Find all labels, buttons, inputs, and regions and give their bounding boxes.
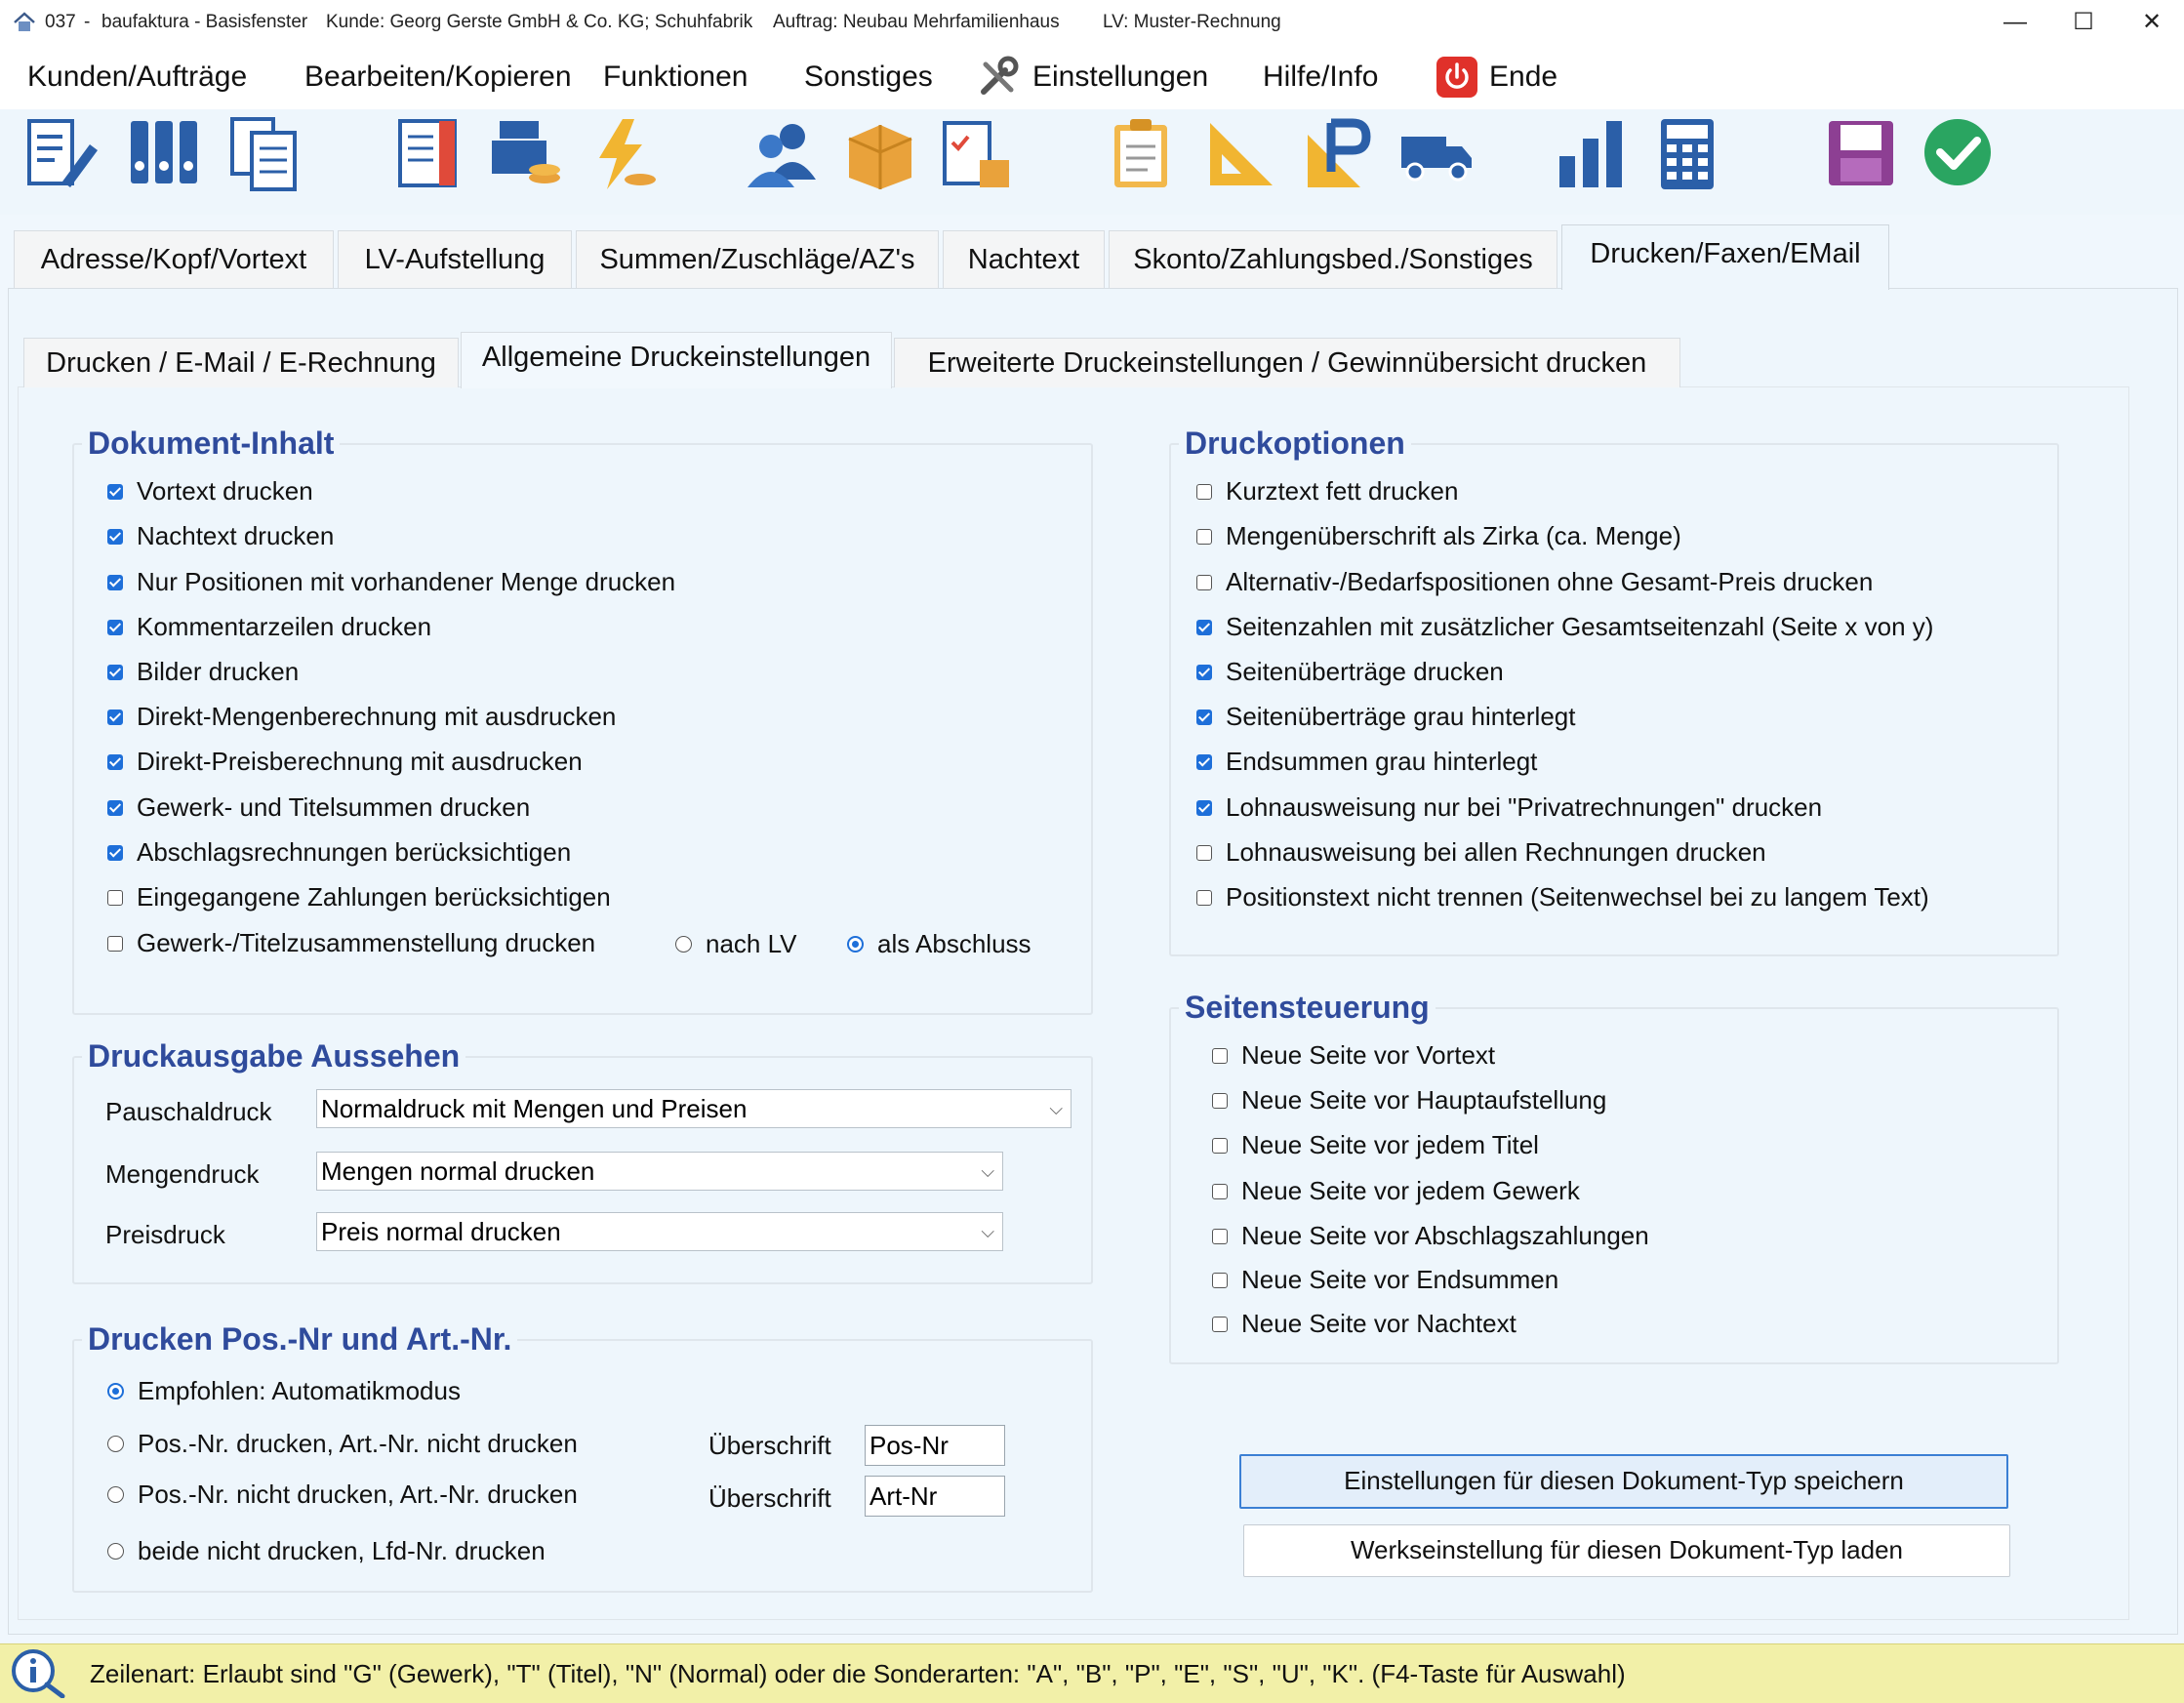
pos-ueberschrift-label: Überschrift — [708, 1431, 831, 1460]
checkbox-box[interactable] — [1196, 845, 1212, 861]
tab-nachtext[interactable]: Nachtext — [943, 230, 1105, 288]
preisdruck-label: Preisdruck — [105, 1220, 225, 1249]
radio-label: nach LV — [706, 929, 797, 958]
checkbox-label: Vortext drucken — [137, 476, 313, 506]
checkbox-box[interactable] — [1196, 665, 1212, 680]
subtab-erweiterte-druckeinstellungen[interactable]: Erweiterte Druckeinstellungen / Gewinnübersicht drucken — [894, 338, 1680, 387]
radio-circle[interactable] — [675, 936, 692, 953]
checkbox-label: Neue Seite vor Nachtext — [1241, 1309, 1517, 1338]
tools-icon — [976, 55, 1021, 100]
radio-label: Empfohlen: Automatikmodus — [138, 1376, 461, 1405]
checkbox-box[interactable] — [1212, 1093, 1228, 1109]
menu-einstellungen[interactable]: Einstellungen — [1032, 61, 1209, 93]
menu-kunden-auftraege[interactable]: Kunden/Aufträge — [27, 61, 248, 93]
checkbox-positionstext-nicht-trennen[interactable] — [1196, 882, 1929, 912]
pauschaldruck-label: Pauschaldruck — [105, 1097, 272, 1126]
tab-drucken-faxen-email[interactable]: Drucken/Faxen/EMail — [1561, 224, 1889, 290]
checkbox-box[interactable] — [1212, 1138, 1228, 1154]
copy-documents-icon[interactable] — [226, 115, 304, 193]
checkbox-box[interactable] — [1196, 890, 1212, 906]
checkbox-seitenuebertraege[interactable] — [1196, 657, 1504, 687]
checkbox-label: Direkt-Preisberechnung mit ausdrucken — [137, 747, 583, 776]
checkbox-neue-seite-gewerk[interactable] — [1212, 1176, 1580, 1206]
checkbox-box[interactable] — [1212, 1184, 1228, 1199]
checkbox-neue-seite-titel[interactable] — [1212, 1130, 1539, 1160]
radio-als-abschluss[interactable] — [847, 929, 1031, 959]
checkbox-box[interactable] — [107, 754, 123, 770]
radio-label: Pos.-Nr. drucken, Art.-Nr. nicht drucken — [138, 1429, 578, 1458]
checkbox-box[interactable] — [107, 890, 123, 906]
confirm-check-icon[interactable] — [1919, 115, 1997, 193]
checkbox-box[interactable] — [1196, 710, 1212, 725]
binders-icon[interactable] — [125, 115, 203, 193]
checkbox-label: Neue Seite vor Abschlagszahlungen — [1241, 1221, 1649, 1250]
checkbox-label: Bilder drucken — [137, 657, 300, 686]
close-button[interactable]: ✕ — [2141, 9, 2163, 35]
window-lv: LV: Muster-Rechnung — [1103, 12, 1281, 32]
checkbox-box[interactable] — [1212, 1229, 1228, 1244]
checkbox-lohnausweisung-privat[interactable] — [1196, 792, 1822, 823]
lightning-coins-icon[interactable] — [584, 115, 662, 193]
checkbox-label: Seitenzahlen mit zusätzlicher Gesamtseitenzahl (Seite x von y) — [1226, 612, 1934, 641]
druckausgabe-title: Druckausgabe Aussehen — [82, 1038, 465, 1075]
tab-adresse-kopf-vortext[interactable]: Adresse/Kopf/Vortext — [14, 230, 334, 288]
checkbox-box[interactable] — [1212, 1317, 1228, 1332]
radio-artnr-only[interactable] — [107, 1480, 578, 1510]
checkbox-label: Mengenüberschrift als Zirka (ca. Menge) — [1226, 521, 1681, 550]
checkbox-label: Kurztext fett drucken — [1226, 476, 1459, 506]
checkbox-abschlagsrechnungen[interactable] — [107, 837, 571, 868]
checkbox-box[interactable] — [107, 620, 123, 635]
posnr-title: Drucken Pos.-Nr und Art.-Nr. — [82, 1321, 517, 1358]
window-customer: Kunde: Georg Gerste GmbH & Co. KG; Schuhfabrik — [326, 12, 753, 32]
checkbox-label: Neue Seite vor Vortext — [1241, 1040, 1496, 1070]
checkbox-label: Neue Seite vor Endsummen — [1241, 1265, 1559, 1294]
checkbox-label: Alternativ-/Bedarfspositionen ohne Gesamt-Preis drucken — [1226, 567, 1874, 596]
radio-nach-lv[interactable] — [675, 929, 796, 959]
checkbox-neue-seite-endsummen[interactable] — [1212, 1265, 1558, 1295]
mengendruck-select[interactable] — [316, 1152, 1003, 1191]
checkbox-lohnausweisung-alle[interactable] — [1196, 837, 1766, 868]
radio-label: beide nicht drucken, Lfd-Nr. drucken — [138, 1536, 546, 1565]
checkbox-neue-seite-hauptaufstellung[interactable] — [1212, 1085, 1606, 1115]
checkbox-label: Eingegangene Zahlungen berücksichtigen — [137, 882, 611, 912]
checkbox-label: Nur Positionen mit vorhandener Menge drucken — [137, 567, 676, 596]
mengendruck-label: Mengendruck — [105, 1159, 260, 1189]
window-sep: - — [84, 12, 91, 32]
radio-posnr-only[interactable] — [107, 1429, 578, 1459]
save-disk-icon[interactable] — [1823, 115, 1901, 193]
window-doc-number: 037 — [45, 12, 76, 32]
package-icon[interactable] — [841, 115, 919, 193]
checkbox-direkt-mengenberechnung[interactable] — [107, 702, 616, 732]
radio-automatikmodus[interactable] — [107, 1376, 461, 1406]
save-settings-button[interactable]: Einstellungen für diesen Dokument-Typ speichern — [1239, 1454, 2008, 1509]
checkbox-box[interactable] — [1196, 620, 1212, 635]
clipboard-icon[interactable] — [1103, 115, 1181, 193]
checkbox-vortext[interactable] — [107, 476, 313, 507]
checkbox-kommentarzeilen[interactable] — [107, 612, 431, 642]
checkbox-label: Neue Seite vor jedem Titel — [1241, 1130, 1539, 1159]
checkbox-label: Neue Seite vor Hauptaufstellung — [1241, 1085, 1607, 1115]
checkbox-endsummen-grau[interactable] — [1196, 747, 1537, 777]
truck-icon[interactable] — [1397, 115, 1476, 193]
checkbox-mengenueberschrift-zirka[interactable] — [1196, 521, 1681, 551]
checkbox-nachtext[interactable] — [107, 521, 334, 551]
checkbox-label: Gewerk-/Titelzusammenstellung drucken — [137, 928, 596, 957]
minimize-button[interactable]: — — [2003, 9, 2027, 35]
art-ueberschrift-input[interactable]: Art-Nr — [865, 1476, 1005, 1517]
pos-ueberschrift-input[interactable]: Pos-Nr — [865, 1425, 1005, 1466]
menu-sonstiges[interactable]: Sonstiges — [804, 61, 933, 93]
checkbox-neue-seite-vortext[interactable] — [1212, 1040, 1495, 1071]
maximize-button[interactable]: ☐ — [2073, 9, 2094, 35]
checkbox-label: Neue Seite vor jedem Gewerk — [1241, 1176, 1580, 1205]
radio-lfd-nr[interactable] — [107, 1536, 546, 1566]
checkbox-label: Kommentarzeilen drucken — [137, 612, 432, 641]
checkbox-box[interactable] — [107, 575, 123, 590]
checkbox-box[interactable] — [1196, 800, 1212, 816]
checkbox-label: Positionstext nicht trennen (Seitenwechsel bei zu langem Text) — [1226, 882, 1929, 912]
subtab-drucken-email[interactable]: Drucken / E-Mail / E-Rechnung — [23, 338, 459, 387]
checkbox-seitenuebertraege-grau[interactable] — [1196, 702, 1575, 732]
checkbox-label: Lohnausweisung bei allen Rechnungen drucken — [1226, 837, 1766, 867]
checkbox-neue-seite-abschlagszahlungen[interactable] — [1212, 1221, 1649, 1251]
checkbox-direkt-preisberechnung[interactable] — [107, 747, 583, 777]
art-ueberschrift-label: Überschrift — [708, 1483, 831, 1513]
users-icon[interactable] — [744, 115, 822, 193]
calculator-icon[interactable] — [1649, 115, 1727, 193]
home-icon — [12, 10, 37, 35]
checkbox-box[interactable] — [1196, 529, 1212, 545]
edit-document-icon[interactable] — [23, 115, 101, 193]
checkbox-label: Abschlagsrechnungen berücksichtigen — [137, 837, 572, 867]
checklist-package-icon[interactable] — [937, 115, 1015, 193]
pauschaldruck-select[interactable] — [316, 1089, 1072, 1128]
parking-icon[interactable] — [1302, 115, 1380, 193]
checkbox-kurztext-fett[interactable] — [1196, 476, 1458, 507]
ledger-icon[interactable] — [390, 115, 468, 193]
group-druckoptionen — [1169, 443, 2059, 956]
preisdruck-value: Preis normal drucken — [321, 1217, 561, 1246]
checkbox-nur-positionen[interactable] — [107, 567, 675, 597]
bar-chart-icon[interactable] — [1552, 115, 1630, 193]
cash-register-icon[interactable] — [486, 115, 564, 193]
menu-bearbeiten-kopieren[interactable]: Bearbeiten/Kopieren — [304, 61, 572, 93]
chevron-down-icon: ⌵ — [1049, 1099, 1063, 1118]
window-order: Auftrag: Neubau Mehrfamilienhaus — [773, 12, 1060, 32]
set-square-icon[interactable] — [1202, 115, 1280, 193]
tab-summen-zuschlaege[interactable]: Summen/Zuschläge/AZ's — [576, 230, 939, 288]
menu-hilfe-info[interactable]: Hilfe/Info — [1263, 61, 1379, 93]
info-icon — [8, 1647, 66, 1698]
checkbox-gewerk-titelsummen[interactable] — [107, 792, 530, 823]
load-defaults-button[interactable]: Werkseinstellung für diesen Dokument-Typ laden — [1243, 1524, 2010, 1577]
checkbox-label: Direkt-Mengenberechnung mit ausdrucken — [137, 702, 617, 731]
radio-circle[interactable] — [107, 1383, 124, 1399]
checkbox-label: Seitenüberträge grau hinterlegt — [1226, 702, 1576, 731]
radio-circle[interactable] — [107, 1486, 124, 1503]
window-app-title: baufaktura - Basisfenster — [101, 12, 308, 32]
radio-label: als Abschluss — [877, 929, 1031, 958]
checkbox-box[interactable] — [1212, 1273, 1228, 1288]
radio-circle[interactable] — [107, 1436, 124, 1452]
checkbox-gewerk-titelzusammenstellung[interactable] — [107, 928, 595, 958]
checkbox-bilder[interactable] — [107, 657, 299, 687]
checkbox-box[interactable] — [1196, 754, 1212, 770]
status-text: Zeilenart: Erlaubt sind "G" (Gewerk), "T" (Titel), "N" (Normal) oder die Sonderarten: "A", "B", "P", "E", "S", "U", "K". (F4-Taste für Auswahl) — [90, 1659, 1626, 1688]
checkbox-label: Lohnausweisung nur bei "Privatrechnungen" drucken — [1226, 792, 1823, 822]
checkbox-box[interactable] — [1212, 1048, 1228, 1064]
checkbox-neue-seite-nachtext[interactable] — [1212, 1309, 1517, 1339]
chevron-down-icon: ⌵ — [981, 1222, 994, 1241]
checkbox-box[interactable] — [107, 710, 123, 725]
checkbox-box[interactable] — [1196, 575, 1212, 590]
menu-funktionen[interactable]: Funktionen — [603, 61, 748, 93]
checkbox-eingegangene-zahlungen[interactable] — [107, 882, 611, 912]
preisdruck-select[interactable] — [316, 1212, 1003, 1251]
checkbox-box[interactable] — [107, 845, 123, 861]
checkbox-label: Nachtext drucken — [137, 521, 335, 550]
pauschaldruck-value: Normaldruck mit Mengen und Preisen — [321, 1094, 748, 1123]
seitensteuerung-title: Seitensteuerung — [1179, 990, 1436, 1026]
checkbox-box[interactable] — [107, 800, 123, 816]
checkbox-box[interactable] — [107, 936, 123, 952]
power-icon[interactable] — [1436, 57, 1477, 98]
radio-circle[interactable] — [847, 936, 864, 953]
tab-lv-aufstellung[interactable]: LV-Aufstellung — [338, 230, 572, 288]
dokument-inhalt-title: Dokument-Inhalt — [82, 426, 340, 462]
tab-skonto-zahlungsbed[interactable]: Skonto/Zahlungsbed./Sonstiges — [1109, 230, 1557, 288]
subtab-allgemeine-druckeinstellungen[interactable]: Allgemeine Druckeinstellungen — [461, 332, 892, 388]
checkbox-seitenzahlen[interactable] — [1196, 612, 1933, 642]
title-bar — [0, 0, 2184, 48]
checkbox-box[interactable] — [107, 484, 123, 500]
checkbox-box[interactable] — [1196, 484, 1212, 500]
radio-label: Pos.-Nr. nicht drucken, Art.-Nr. drucken — [138, 1480, 578, 1509]
checkbox-box[interactable] — [107, 665, 123, 680]
menu-ende[interactable]: Ende — [1489, 61, 1558, 93]
checkbox-label: Gewerk- und Titelsummen drucken — [137, 792, 531, 822]
checkbox-label: Seitenüberträge drucken — [1226, 657, 1504, 686]
chevron-down-icon: ⌵ — [981, 1161, 994, 1181]
radio-circle[interactable] — [107, 1543, 124, 1560]
checkbox-box[interactable] — [107, 529, 123, 545]
druckoptionen-title: Druckoptionen — [1179, 426, 1411, 462]
mengendruck-value: Mengen normal drucken — [321, 1156, 595, 1186]
checkbox-alternativpositionen[interactable] — [1196, 567, 1873, 597]
checkbox-label: Endsummen grau hinterlegt — [1226, 747, 1538, 776]
